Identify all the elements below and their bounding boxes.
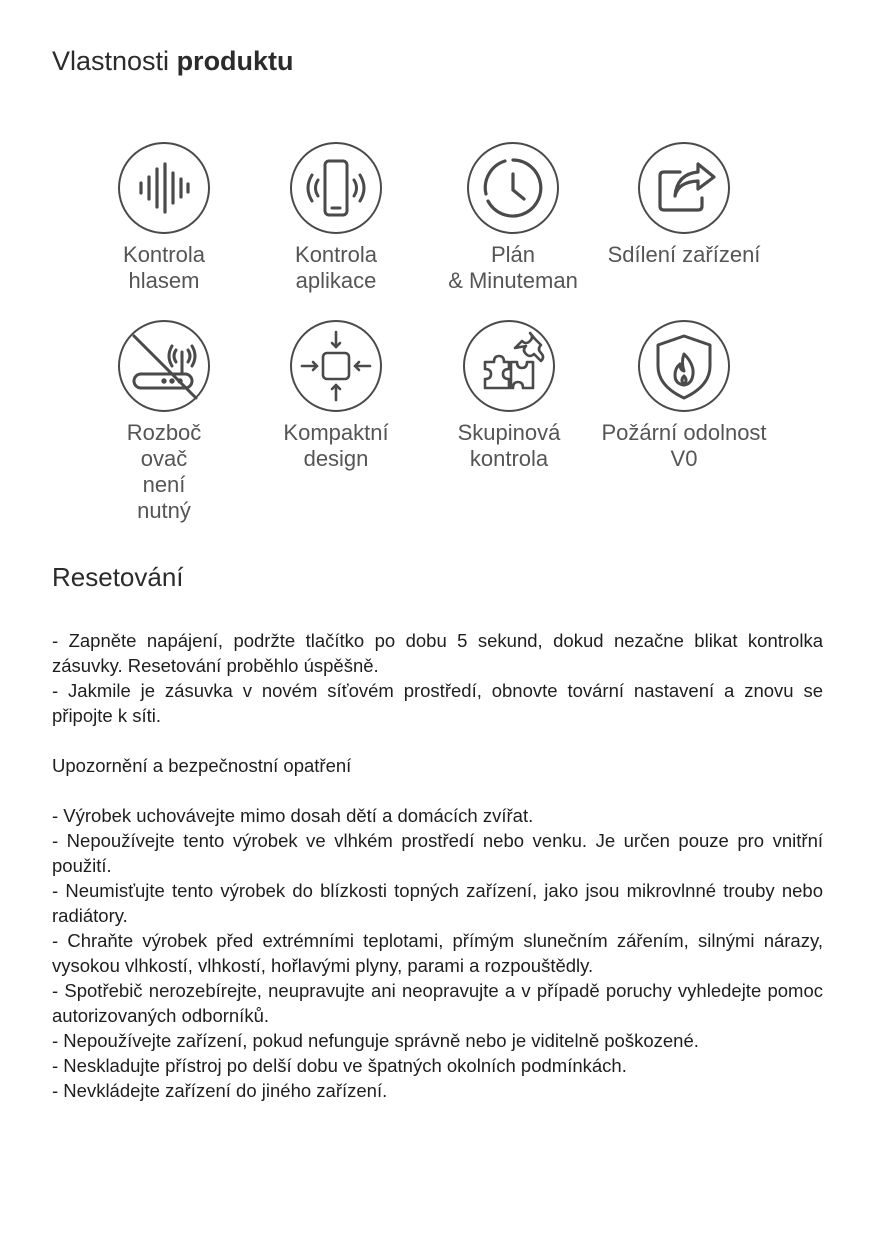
feature-label: Sdílení zařízení xyxy=(607,242,761,267)
feature-compact-design xyxy=(236,320,436,472)
feature-schedule xyxy=(413,142,613,294)
safety-heading: Upozornění a bezpečnostní opatření xyxy=(52,755,352,776)
safety-line: - Nepoužívejte tento výrobek ve vlhkém prostředí nebo venku. Je určen pouze pro vnitřní použití. xyxy=(52,830,823,876)
safety-line: - Nepoužívejte zařízení, pokud nefunguje správně nebo je viditelně poškozené. xyxy=(52,1030,699,1051)
reset-text xyxy=(52,628,823,1103)
heading-bold: produktu xyxy=(176,46,294,76)
feature-label: Požární odolnost V0 xyxy=(601,420,767,471)
safety-line: - Spotřebič nerozebírejte, neupravujte ani neopravujte a v případě poruchy vyhledejte pomoc autorizovaných odborníků. xyxy=(52,980,823,1026)
feature-label: Skupinová kontrola xyxy=(457,420,561,471)
reset-line: - Zapněte napájení, podržte tlačítko po dobu 5 sekund, dokud nezačne blikat kontrolka zásuvky. Resetování proběhlo úspěšně. xyxy=(52,630,823,676)
safety-line: - Neskladujte přístroj po delší dobu ve špatných okolních podmínkách. xyxy=(52,1055,627,1076)
safety-line: - Neumisťujte tento výrobek do blízkosti topných zařízení, jako jsou mikrovlnné trouby nebo radiátory. xyxy=(52,880,823,926)
share-icon xyxy=(638,142,730,234)
feature-label: Kompaktní design xyxy=(283,420,389,471)
feature-label: Kontrola hlasem xyxy=(123,242,205,293)
product-features-heading xyxy=(52,46,294,77)
smartphone-icon xyxy=(290,142,382,234)
feature-group-control xyxy=(409,320,609,472)
clock-icon xyxy=(467,142,559,234)
feature-app-control xyxy=(236,142,436,294)
router-crossed-icon xyxy=(118,320,210,412)
feature-label: Kontrola aplikace xyxy=(295,242,377,293)
feature-fire-resistance xyxy=(584,320,784,472)
safety-line: - Nevkládejte zařízení do jiného zařízení. xyxy=(52,1080,388,1101)
reset-line: - Jakmile je zásuvka v novém síťovém prostředí, obnovte tovární nastavení a znovu se připojte k síti. xyxy=(52,680,823,726)
reset-heading: Resetování xyxy=(52,562,184,592)
puzzle-icon xyxy=(463,320,555,412)
safety-line: - Výrobek uchovávejte mimo dosah dětí a domácích zvířat. xyxy=(52,805,534,826)
compact-icon xyxy=(290,320,382,412)
feature-no-hub xyxy=(64,320,264,524)
safety-line: - Chraňte výrobek před extrémními teplotami, přímým slunečním zářením, silnými nárazy, vysokou vlhkostí, vlhkostí, hořlavými plyny, parami a rozpouštědly. xyxy=(52,930,823,976)
feature-label: Plán & Minuteman xyxy=(448,242,578,293)
fire-shield-icon xyxy=(638,320,730,412)
feature-device-sharing xyxy=(584,142,784,268)
feature-voice-control xyxy=(64,142,264,294)
feature-label: Rozboč ovač není nutný xyxy=(126,420,202,523)
heading-normal: Vlastnosti xyxy=(52,46,177,76)
voice-wave-icon xyxy=(118,142,210,234)
